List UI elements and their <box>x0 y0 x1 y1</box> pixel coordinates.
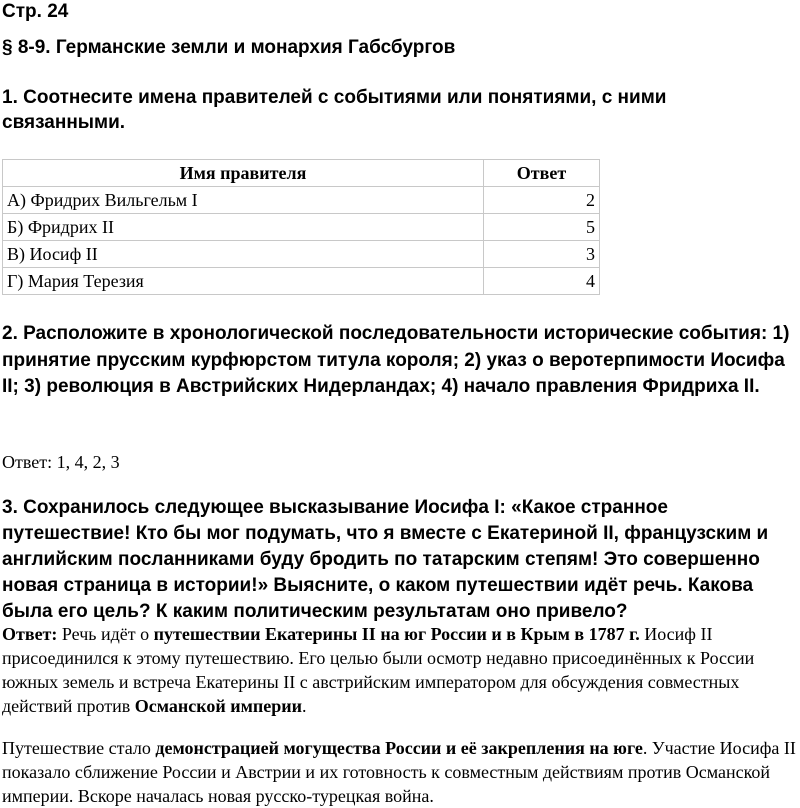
header-answer: Ответ <box>484 160 600 187</box>
ruler-answer: 3 <box>484 241 600 268</box>
ruler-name: Г) Мария Терезия <box>3 268 484 295</box>
ruler-name: А) Фридрих Вильгельм I <box>3 187 484 214</box>
answer-table <box>2 159 600 295</box>
answer-label: Ответ: <box>2 624 58 644</box>
paragraph-text: . Участие Иосифа II показало сближение России и Австрии и их готовность к совместным действиям против Османской империи. Вскоре началась новая русско-турецкая война. <box>2 738 796 806</box>
answer-text: Речь идёт о <box>57 624 154 644</box>
question-3: 3. Сохранилось следующее высказывание Иосифа I: «Какое странное путешествие! Кто бы мог подумать, что я вместе с Екатериной II, французским и английским посланниками буду бродить по татарским степям! Это совершенно новая страница в истории!» Выясните, о каком путешествии идёт речь. Какова была его цель? К каким политическим результатам оно привело? <box>2 497 769 622</box>
table-row <box>3 241 600 268</box>
question-1: 1. Соотнесите имена правителей с событиями или понятиями, с ними связанными. <box>2 87 667 133</box>
ruler-name: В) Иосиф II <box>3 241 484 268</box>
answer-text: . <box>302 696 307 716</box>
ruler-answer: 2 <box>484 187 600 214</box>
page-label: Стр. 24 <box>2 1 69 22</box>
paragraph-text: Путешествие стало <box>2 738 156 758</box>
answer-2: Ответ: 1, 4, 2, 3 <box>2 452 120 472</box>
table-row <box>3 214 600 241</box>
answer-3 <box>2 622 798 718</box>
ruler-answer: 4 <box>484 268 600 295</box>
paragraph-emphasis: демонстрацией могущества России и её закрепления на юге <box>155 738 643 758</box>
header-ruler-name: Имя правителя <box>3 160 484 187</box>
ruler-answer: 5 <box>484 214 600 241</box>
answer-emphasis: путешествии Екатерины II на юг России и в Крым в 1787 г. <box>153 624 640 644</box>
answer-paragraph <box>2 736 798 808</box>
answer-emphasis: Османской империи <box>134 696 303 716</box>
ruler-name: Б) Фридрих II <box>3 214 484 241</box>
table-row <box>3 187 600 214</box>
question-2: 2. Расположите в хронологической последовательности исторические события: 1) принятие прусским курфюрстом титула короля; 2) указ о веротерпимости Иосифа II; 3) революция в Австрийских Нидерландах; 4) начало правления Фридриха II. <box>2 323 790 397</box>
section-title: § 8-9. Германские земли и монархия Габсбургов <box>2 37 456 58</box>
table-row <box>3 268 600 295</box>
table-header-row <box>3 160 600 187</box>
answer-text: Иосиф II присоединился к этому путешествию. Его целью были осмотр недавно присоединённых к России южных земель и встреча Екатерины II с австрийским императором для обсуждения совместных действий против <box>2 624 755 716</box>
